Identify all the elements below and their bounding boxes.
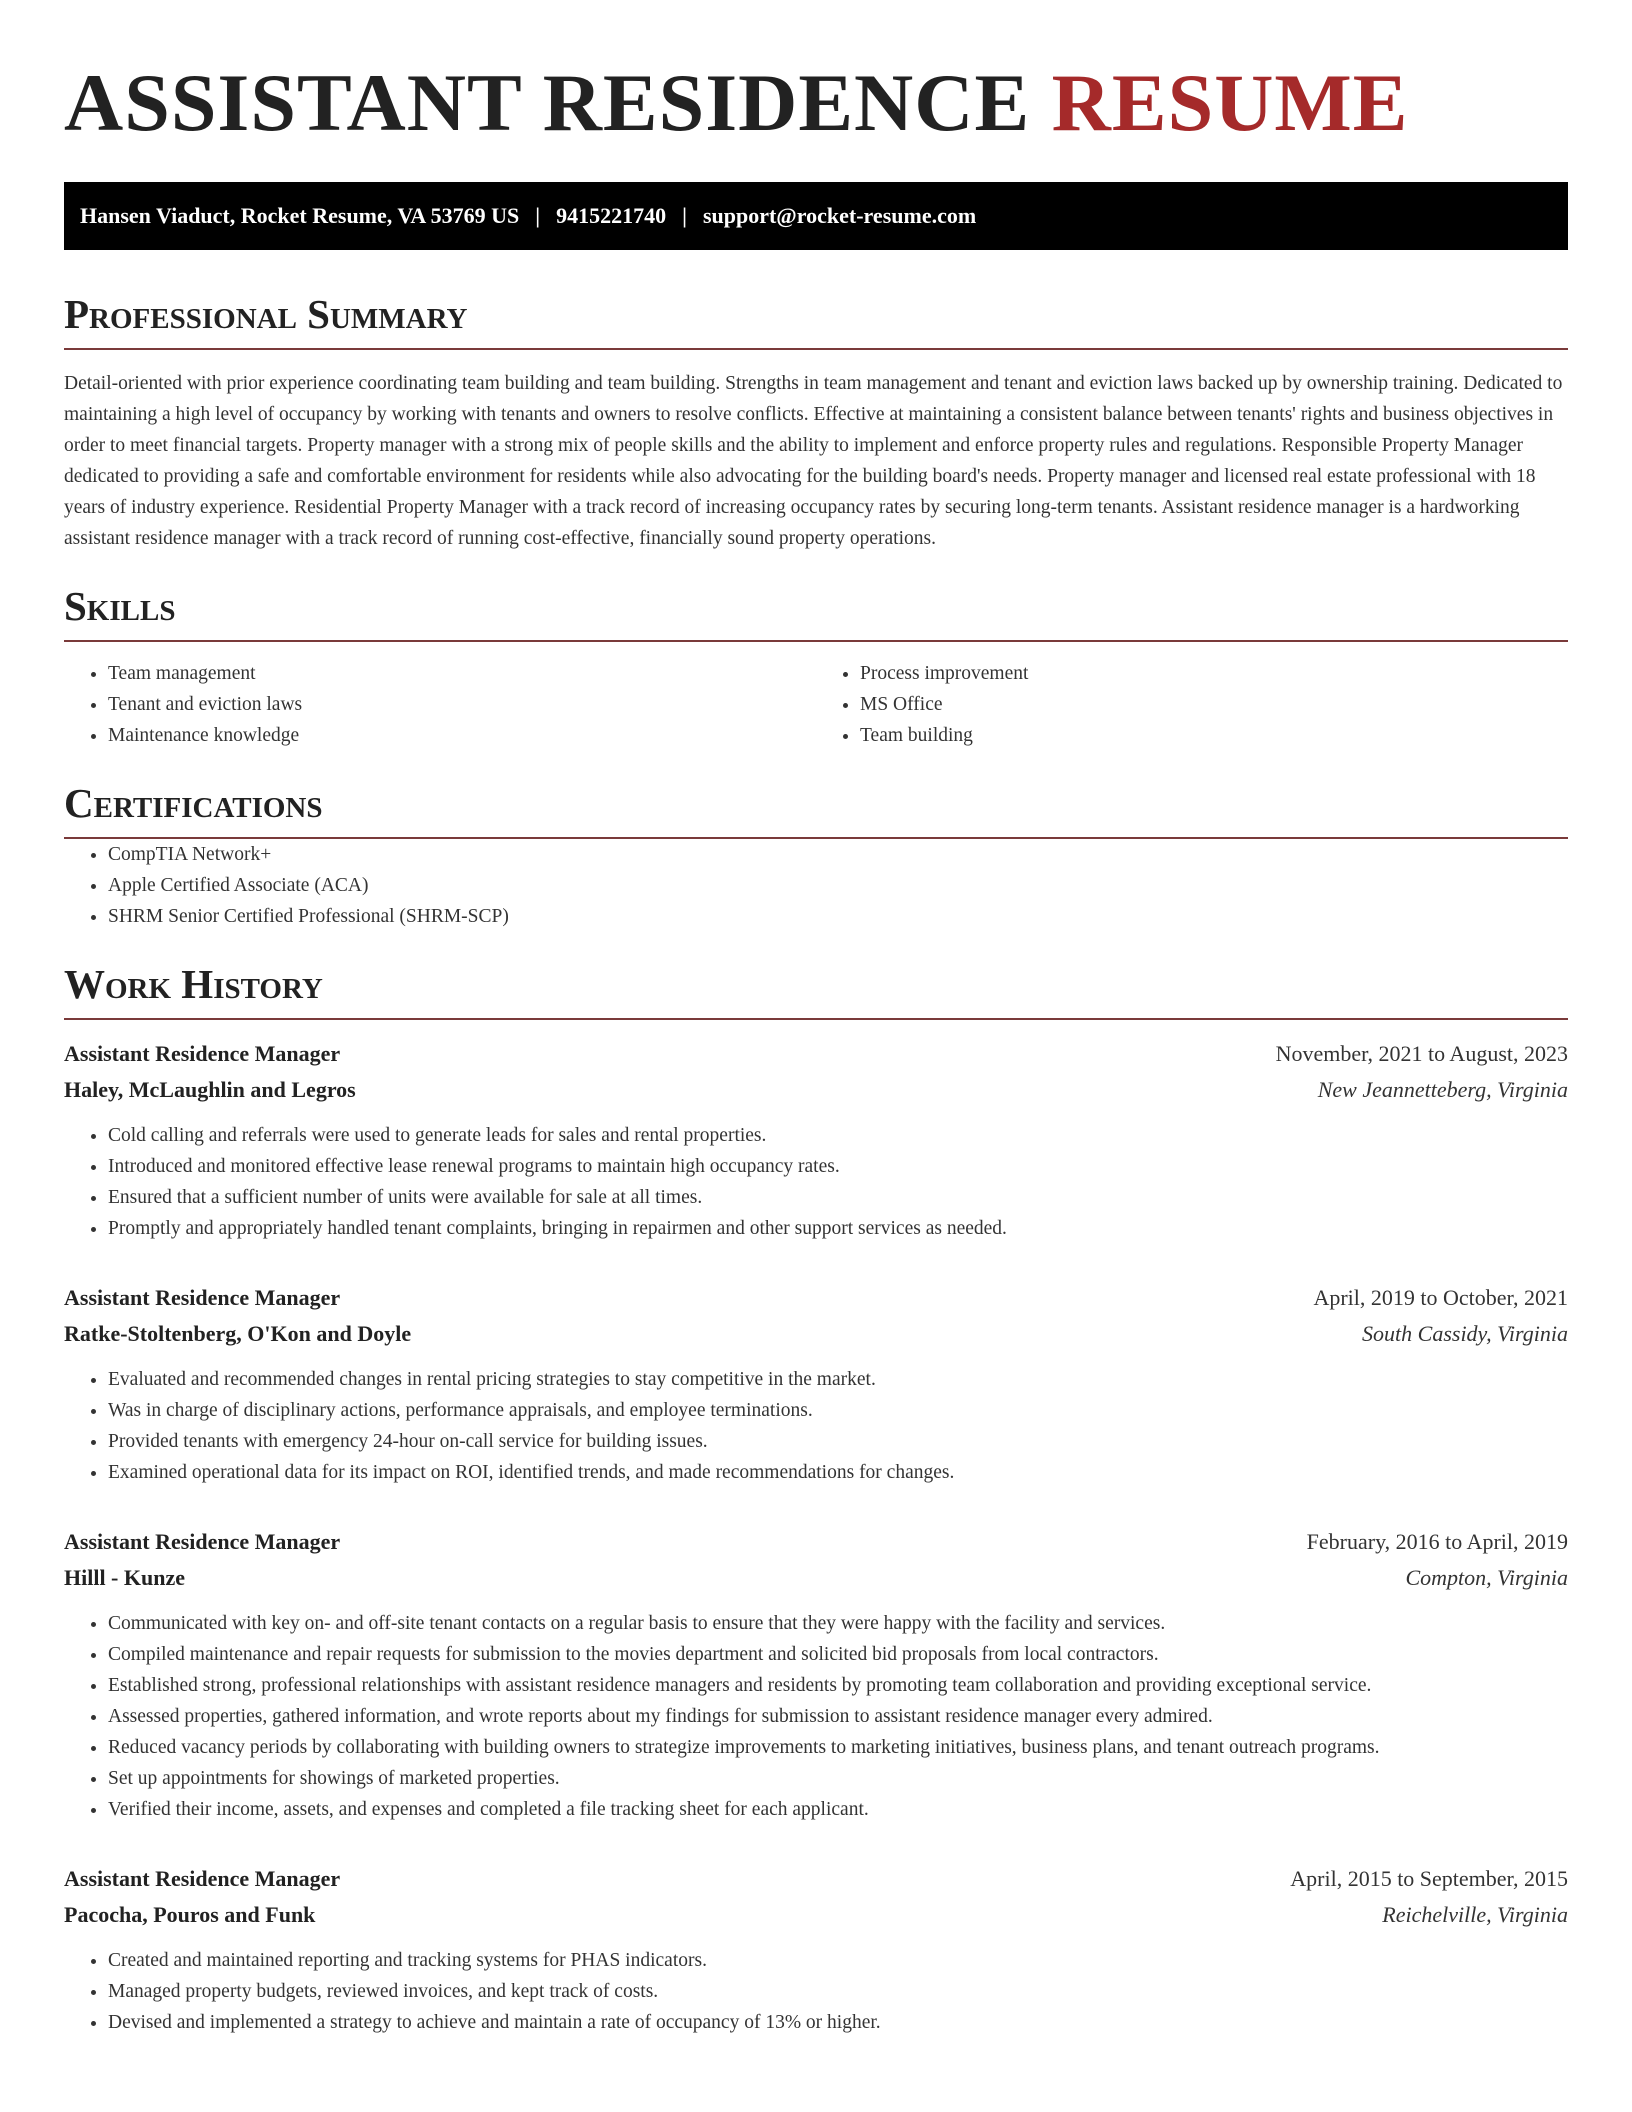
job-bullet: • Managed property budgets, reviewed invoices, and kept track of costs. (108, 1976, 1568, 2007)
job-bullet: • Promptly and appropriately handled tenant complaints, bringing in repairmen and other support services as needed. (108, 1213, 1568, 1244)
job-company: Hilll - Kunze (64, 1565, 185, 1590)
job-company: Pacocha, Pouros and Funk (64, 1902, 316, 1927)
skill-item: • MS Office (860, 689, 1568, 720)
contact-phone: 9415221740 (556, 203, 667, 228)
contact-separator: | (535, 203, 541, 228)
job-entry (64, 1036, 1568, 1244)
job-bullet: • Established strong, professional relationships with assistant residence managers and residents by promoting team collaboration and providing exceptional service. (108, 1670, 1568, 1701)
summary-text: Detail-oriented with prior experience coordinating team building and team building. Strengths in team management and tenant and eviction laws backed up by ownership training. Dedicated to maintaining a high level of occupancy by working with tenants and owners to resolve conflicts. Effective at maintaining a consistent balance between tenants' rights and business objectives in order to meet financial targets. Property manager with a strong mix of people skills and the ability to implement and enforce property rules and regulations. Responsible Property Manager dedicated to providing a safe and comfortable environment for residents while also advocating for the building board's needs. Property manager and licensed real estate professional with 18 years of industry experience. Residential Property Manager with a track record of increasing occupancy rates by securing long-term tenants. Assistant residence manager is a hardworking assistant residence manager with a track record of running cost-effective, financially sound property operations. (64, 373, 1563, 549)
job-bullets (64, 1945, 1568, 2038)
skill-item: • Team management (108, 658, 816, 689)
certification-item: • CompTIA Network+ (108, 839, 1568, 870)
job-bullets (64, 1608, 1568, 1825)
job-dates: April, 2015 to September, 2015 (1290, 1866, 1568, 1891)
skills-grid (64, 658, 1568, 751)
job-bullet: • Created and maintained reporting and tracking systems for PHAS indicators. (108, 1945, 1568, 1976)
job-bullet: • Set up appointments for showings of marketed properties. (108, 1763, 1568, 1794)
job-dates: April, 2019 to October, 2021 (1313, 1285, 1568, 1310)
job-title: Assistant Residence Manager (64, 1041, 341, 1066)
certifications-list (64, 839, 1568, 932)
contact-email: support@rocket-resume.com (702, 203, 977, 228)
job-bullet: • Devised and implemented a strategy to achieve and maintain a rate of occupancy of 13% or higher. (108, 2007, 1568, 2038)
job-bullet: • Communicated with key on- and off-site tenant contacts on a regular basis to ensure that they were happy with the facility and services. (108, 1608, 1568, 1639)
job-location: New Jeannetteberg, Virginia (1317, 1077, 1568, 1102)
job-title: Assistant Residence Manager (64, 1529, 341, 1554)
job-location: Compton, Virginia (1405, 1565, 1568, 1590)
certifications-heading: Certifications (64, 779, 1568, 839)
job-entry (64, 1524, 1568, 1825)
skill-item: • Process improvement (860, 658, 1568, 689)
job-company: Ratke-Stoltenberg, O'Kon and Doyle (64, 1321, 412, 1346)
contact-bar (64, 182, 1568, 250)
job-title: Assistant Residence Manager (64, 1285, 341, 1310)
contact-separator: | (682, 203, 687, 228)
job-entry (64, 1861, 1568, 2038)
job-bullet: • Examined operational data for its impact on ROI, identified trends, and made recommendations for changes. (108, 1457, 1568, 1488)
skills-heading: Skills (64, 582, 1568, 642)
job-bullet: • Cold calling and referrals were used to generate leads for sales and rental properties. (108, 1120, 1568, 1151)
skill-item: • Tenant and eviction laws (108, 689, 816, 720)
skills-list-left (64, 658, 816, 751)
job-bullets (64, 1364, 1568, 1488)
job-bullet: • Introduced and monitored effective lease renewal programs to maintain high occupancy rates. (108, 1151, 1568, 1182)
job-bullet: • Reduced vacancy periods by collaborating with building owners to strategize improvements to marketing initiatives, business plans, and tenant outreach programs. (108, 1732, 1568, 1763)
job-company: Haley, McLaughlin and Legros (64, 1077, 356, 1102)
job-bullet: • Assessed properties, gathered information, and wrote reports about my findings for submission to assistant residence manager every admired. (108, 1701, 1568, 1732)
resume-title (64, 0, 1568, 148)
title-accent: RESUME (1051, 57, 1409, 148)
job-bullet: • Compiled maintenance and repair requests for submission to the movies department and solicited bid proposals from local contractors. (108, 1639, 1568, 1670)
contact-address: Hansen Viaduct, Rocket Resume, VA 53769 US (80, 203, 520, 228)
job-bullet: • Ensured that a sufficient number of units were available for sale at all times. (108, 1182, 1568, 1213)
job-bullet: • Provided tenants with emergency 24-hour on-call service for building issues. (108, 1426, 1568, 1457)
skill-item: • Maintenance knowledge (108, 720, 816, 751)
job-bullets (64, 1120, 1568, 1244)
summary-heading: Professional Summary (64, 290, 1568, 350)
job-bullet: • Verified their income, assets, and expenses and completed a file tracking sheet for each applicant. (108, 1794, 1568, 1825)
title-main: ASSISTANT RESIDENCE (64, 57, 1031, 148)
job-location: South Cassidy, Virginia (1362, 1321, 1568, 1346)
job-location: Reichelville, Virginia (1382, 1902, 1568, 1927)
job-title: Assistant Residence Manager (64, 1866, 341, 1891)
certification-item: • SHRM Senior Certified Professional (SHRM-SCP) (108, 901, 1568, 932)
job-entry (64, 1280, 1568, 1488)
job-dates: November, 2021 to August, 2023 (1275, 1041, 1568, 1066)
work-history-heading: Work History (64, 960, 1568, 1020)
skill-item: • Team building (860, 720, 1568, 751)
job-dates: February, 2016 to April, 2019 (1306, 1529, 1568, 1554)
job-bullet: • Was in charge of disciplinary actions, performance appraisals, and employee terminations. (108, 1395, 1568, 1426)
job-bullet: • Evaluated and recommended changes in rental pricing strategies to stay competitive in the market. (108, 1364, 1568, 1395)
certification-item: • Apple Certified Associate (ACA) (108, 870, 1568, 901)
skills-list-right (816, 658, 1568, 751)
